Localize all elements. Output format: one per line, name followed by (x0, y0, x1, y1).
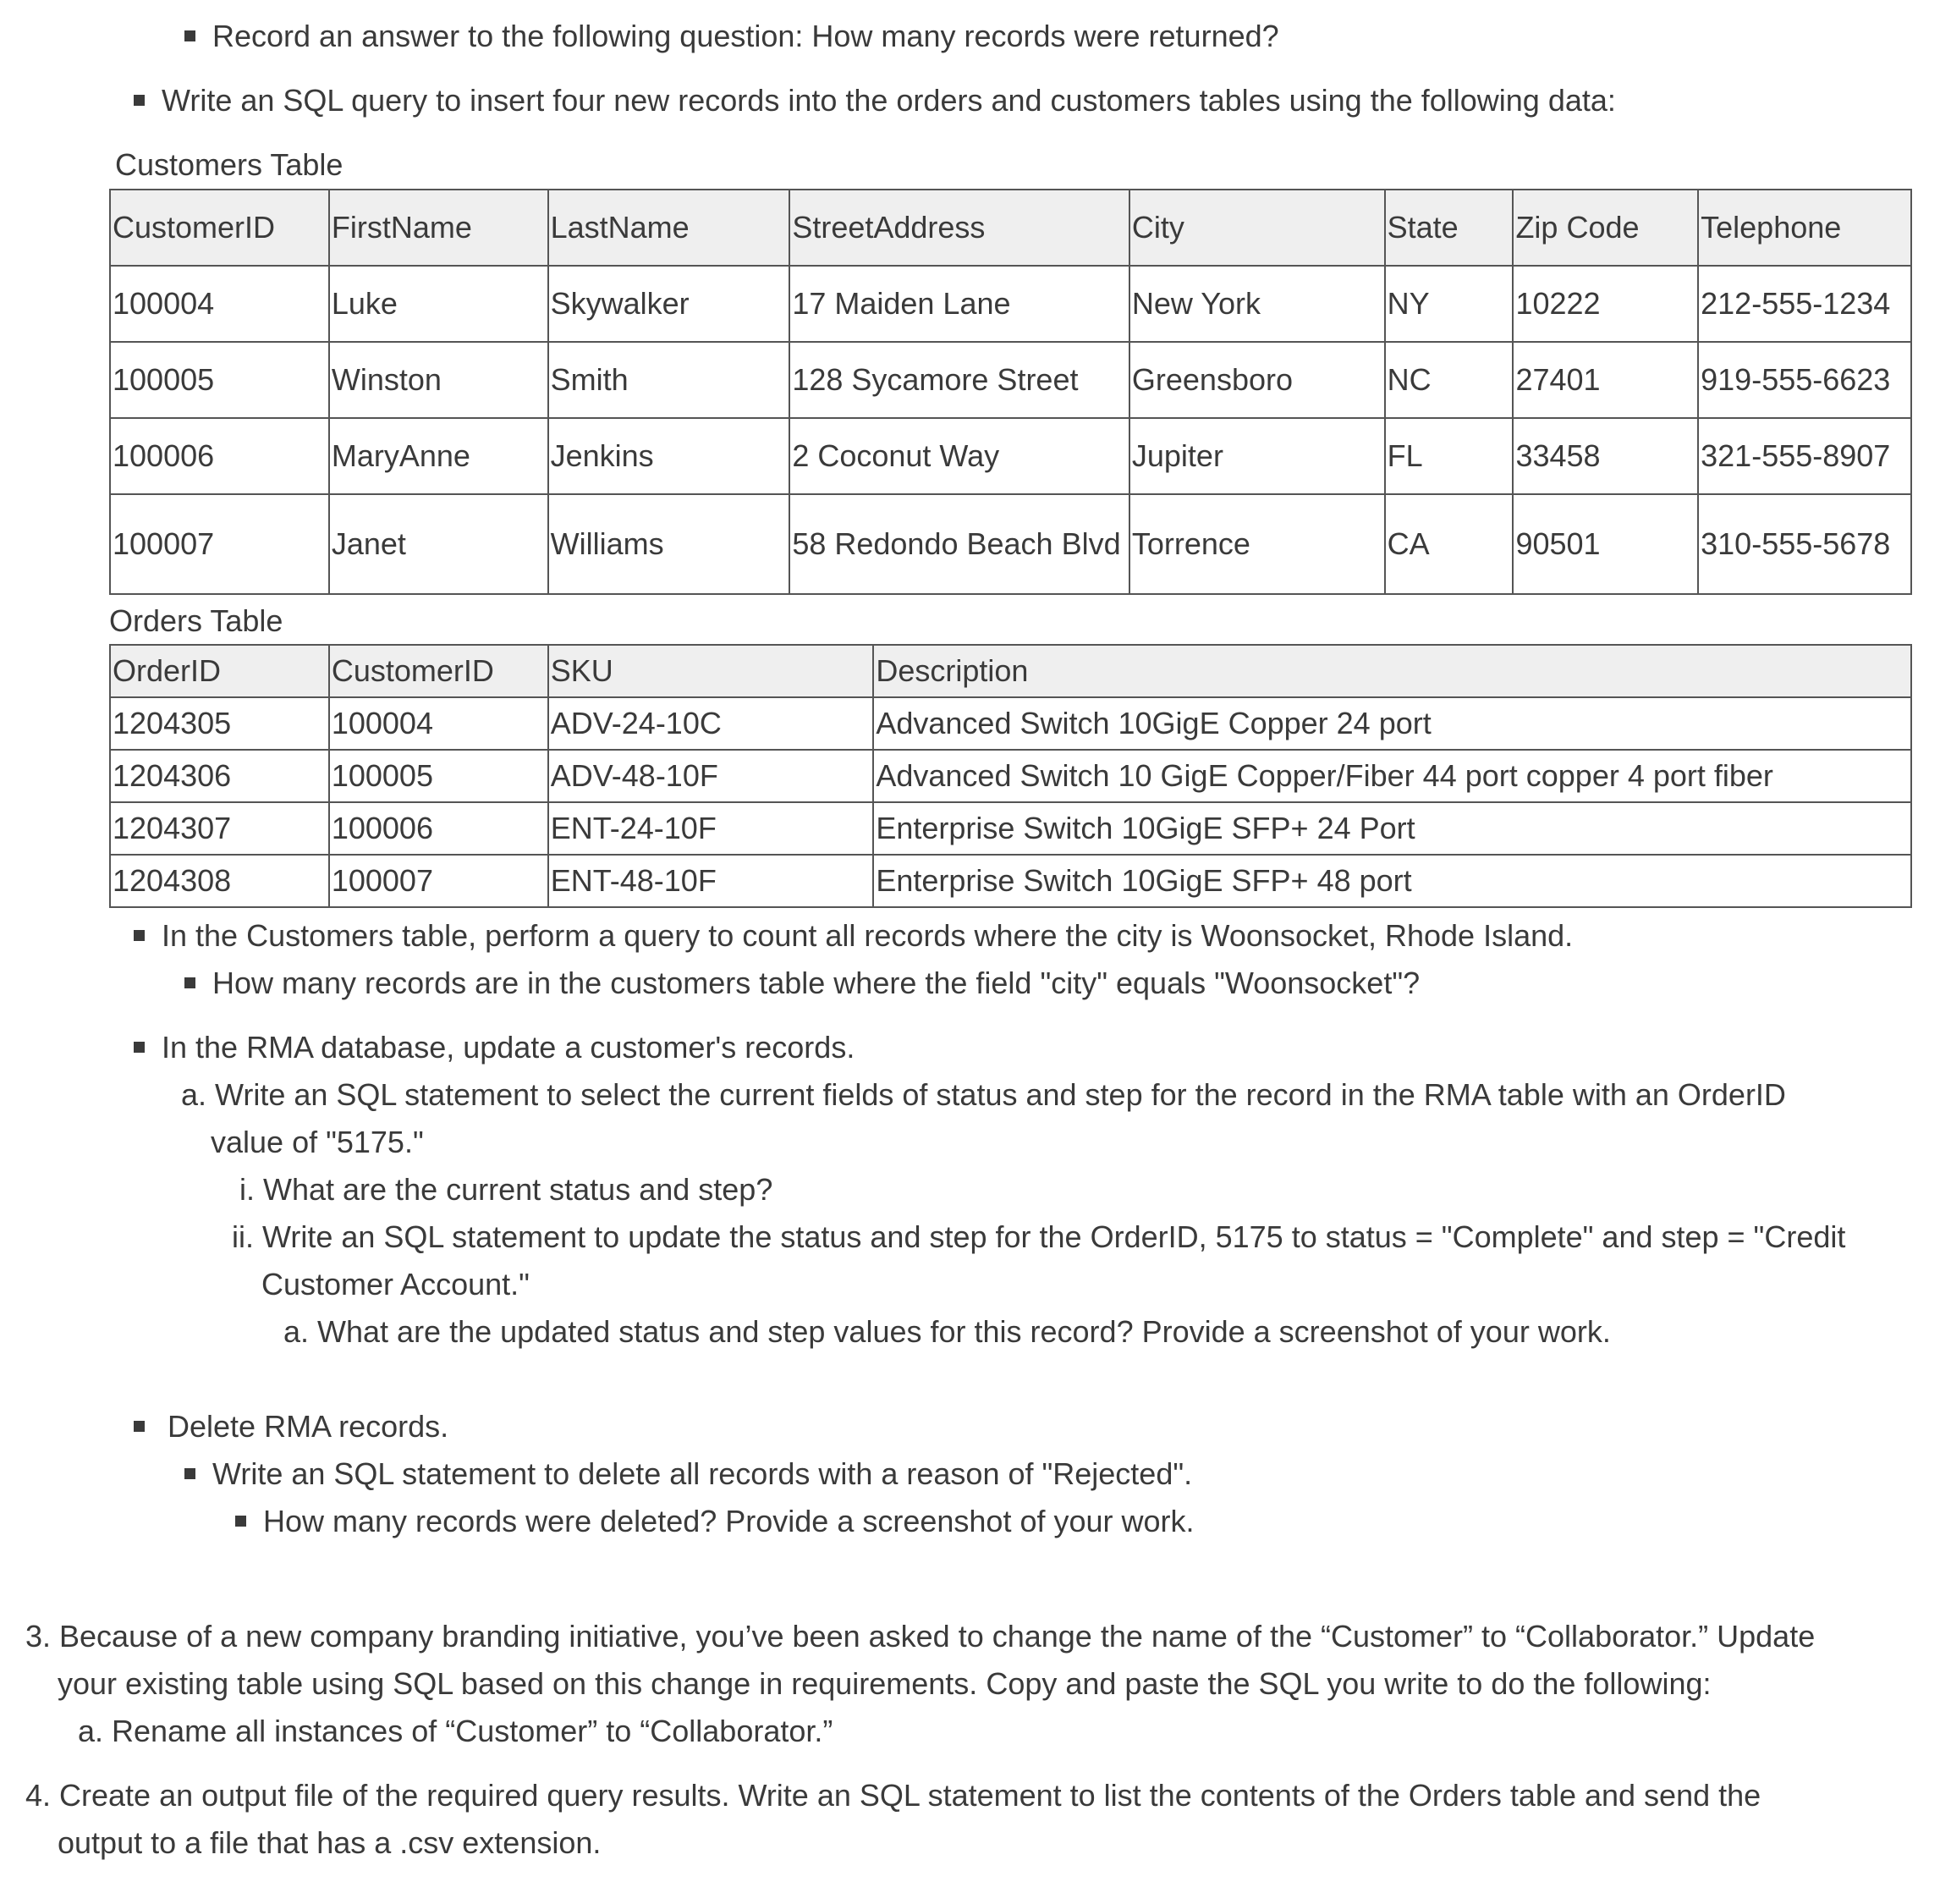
table-cell: 100007 (329, 855, 548, 907)
table-cell: 1204306 (110, 750, 329, 802)
table-cell: 919-555-6623 (1698, 342, 1911, 418)
table-cell: Smith (548, 342, 790, 418)
table-cell: Greensboro (1129, 342, 1385, 418)
customers-table (109, 189, 1912, 595)
table-cell: 100006 (329, 802, 548, 855)
bullet-text: In the Customers table, perform a query to count all records where the city is Woonsocket, Rhode Island. (162, 918, 1574, 953)
bullet-square-icon (134, 1421, 145, 1432)
table-cell: ENT-24-10F (548, 802, 874, 855)
rma-step-i: i. What are the current status and step? (239, 1172, 773, 1207)
bullet-rma-update (134, 1024, 855, 1071)
table-cell: New York (1129, 266, 1385, 342)
table-cell: 58 Redondo Beach Blvd (789, 494, 1129, 594)
customers-table-caption: Customers Table (115, 147, 343, 182)
column-header: State (1385, 190, 1514, 266)
table-cell: Janet (329, 494, 548, 594)
column-header: Description (873, 645, 1911, 697)
table-cell: NC (1385, 342, 1514, 418)
orders-header-row (110, 645, 1911, 697)
table-cell: CA (1385, 494, 1514, 594)
table-cell: 100006 (110, 418, 329, 494)
column-header: CustomerID (329, 645, 548, 697)
table-cell: 100005 (329, 750, 548, 802)
table-cell: Advanced Switch 10GigE Copper 24 port (873, 697, 1911, 750)
bullet-count-question (184, 960, 1420, 1007)
orders-table (109, 644, 1912, 908)
table-cell: 2 Coconut Way (789, 418, 1129, 494)
table-cell: 100007 (110, 494, 329, 594)
table-cell: Enterprise Switch 10GigE SFP+ 48 port (873, 855, 1911, 907)
table-row (110, 855, 1911, 907)
table-cell: 321-555-8907 (1698, 418, 1911, 494)
table-cell: 128 Sycamore Street (789, 342, 1129, 418)
table-cell: 27401 (1513, 342, 1698, 418)
bullet-square-icon (134, 1042, 145, 1053)
orders-table-caption: Orders Table (109, 603, 283, 638)
bullet-text: In the RMA database, update a customer's records. (162, 1030, 855, 1065)
table-cell: ADV-48-10F (548, 750, 874, 802)
table-row (110, 342, 1911, 418)
bullet-insert-intro (134, 77, 1616, 124)
table-cell: 90501 (1513, 494, 1698, 594)
bullet-count-query (134, 912, 1573, 960)
table-cell: 1204308 (110, 855, 329, 907)
table-cell: Williams (548, 494, 790, 594)
table-cell: 33458 (1513, 418, 1698, 494)
table-cell: 310-555-5678 (1698, 494, 1911, 594)
table-cell: Jupiter (1129, 418, 1385, 494)
item-3-line2: your existing table using SQL based on this change in requirements. Copy and paste the SQL you write to do the following: (58, 1666, 1712, 1701)
bullet-square-icon (134, 930, 145, 941)
table-cell: ENT-48-10F (548, 855, 874, 907)
column-header: StreetAddress (789, 190, 1129, 266)
table-cell: Skywalker (548, 266, 790, 342)
table-cell: ADV-24-10C (548, 697, 874, 750)
table-cell: MaryAnne (329, 418, 548, 494)
customers-header-row (110, 190, 1911, 266)
table-cell: Advanced Switch 10 GigE Copper/Fiber 44 port copper 4 port fiber (873, 750, 1911, 802)
column-header: Zip Code (1513, 190, 1698, 266)
table-cell: 10222 (1513, 266, 1698, 342)
table-cell: 1204307 (110, 802, 329, 855)
bullet-text: Write an SQL query to insert four new records into the orders and customers tables using the following data: (162, 83, 1616, 118)
bullet-square-icon (235, 1516, 246, 1527)
table-cell: Jenkins (548, 418, 790, 494)
rma-step-ii-a: a. What are the updated status and step values for this record? Provide a screenshot of your work. (283, 1314, 1611, 1349)
item-4-line1: 4. Create an output file of the required query results. Write an SQL statement to list the contents of the Orders table and send the (25, 1778, 1761, 1813)
rma-step-ii-line1: ii. Write an SQL statement to update the status and step for the OrderID, 5175 to status = "Complete" and step = "Credit (232, 1219, 1846, 1254)
table-cell: Luke (329, 266, 548, 342)
item-3-line1: 3. Because of a new company branding initiative, you’ve been asked to change the name of the “Customer” to “Collaborator.” Update (25, 1619, 1816, 1654)
table-cell: FL (1385, 418, 1514, 494)
column-header: FirstName (329, 190, 548, 266)
column-header: Telephone (1698, 190, 1911, 266)
column-header: SKU (548, 645, 874, 697)
table-row (110, 802, 1911, 855)
column-header: City (1129, 190, 1385, 266)
item-4-line2: output to a file that has a .csv extension. (58, 1825, 602, 1860)
bullet-square-icon (184, 977, 195, 988)
table-cell: 212-555-1234 (1698, 266, 1911, 342)
table-cell: 100005 (110, 342, 329, 418)
column-header: OrderID (110, 645, 329, 697)
table-row (110, 418, 1911, 494)
bullet-delete-rma (134, 1403, 448, 1450)
bullet-text: Write an SQL statement to delete all records with a reason of "Rejected". (212, 1456, 1193, 1491)
bullet-text: Record an answer to the following question: How many records were returned? (212, 19, 1279, 53)
table-cell: NY (1385, 266, 1514, 342)
column-header: LastName (548, 190, 790, 266)
table-cell: Torrence (1129, 494, 1385, 594)
rma-step-ii-line2: Customer Account." (261, 1267, 530, 1301)
table-cell: 100004 (329, 697, 548, 750)
table-cell: Winston (329, 342, 548, 418)
bullet-text: How many records were deleted? Provide a screenshot of your work. (263, 1504, 1195, 1538)
table-cell: 100004 (110, 266, 329, 342)
bullet-delete-question (235, 1498, 1195, 1545)
bullet-delete-write (184, 1450, 1192, 1498)
table-row (110, 697, 1911, 750)
table-row (110, 266, 1911, 342)
table-cell: Enterprise Switch 10GigE SFP+ 24 Port (873, 802, 1911, 855)
table-cell: 17 Maiden Lane (789, 266, 1129, 342)
rma-step-a-line2: value of "5175." (211, 1125, 424, 1159)
table-cell: 1204305 (110, 697, 329, 750)
bullet-square-icon (184, 1468, 195, 1479)
column-header: CustomerID (110, 190, 329, 266)
bullet-record-answer (184, 13, 1279, 60)
table-row (110, 494, 1911, 594)
bullet-square-icon (184, 30, 195, 41)
rma-step-a-line1: a. Write an SQL statement to select the current fields of status and step for the record in the RMA table with an OrderID (181, 1077, 1786, 1112)
table-row (110, 750, 1911, 802)
bullet-text: Delete RMA records. (168, 1409, 449, 1444)
item-3-a: a. Rename all instances of “Customer” to “Collaborator.” (78, 1714, 833, 1748)
bullet-square-icon (134, 95, 145, 106)
bullet-text: How many records are in the customers table where the field "city" equals "Woonsocket"? (212, 966, 1421, 1000)
